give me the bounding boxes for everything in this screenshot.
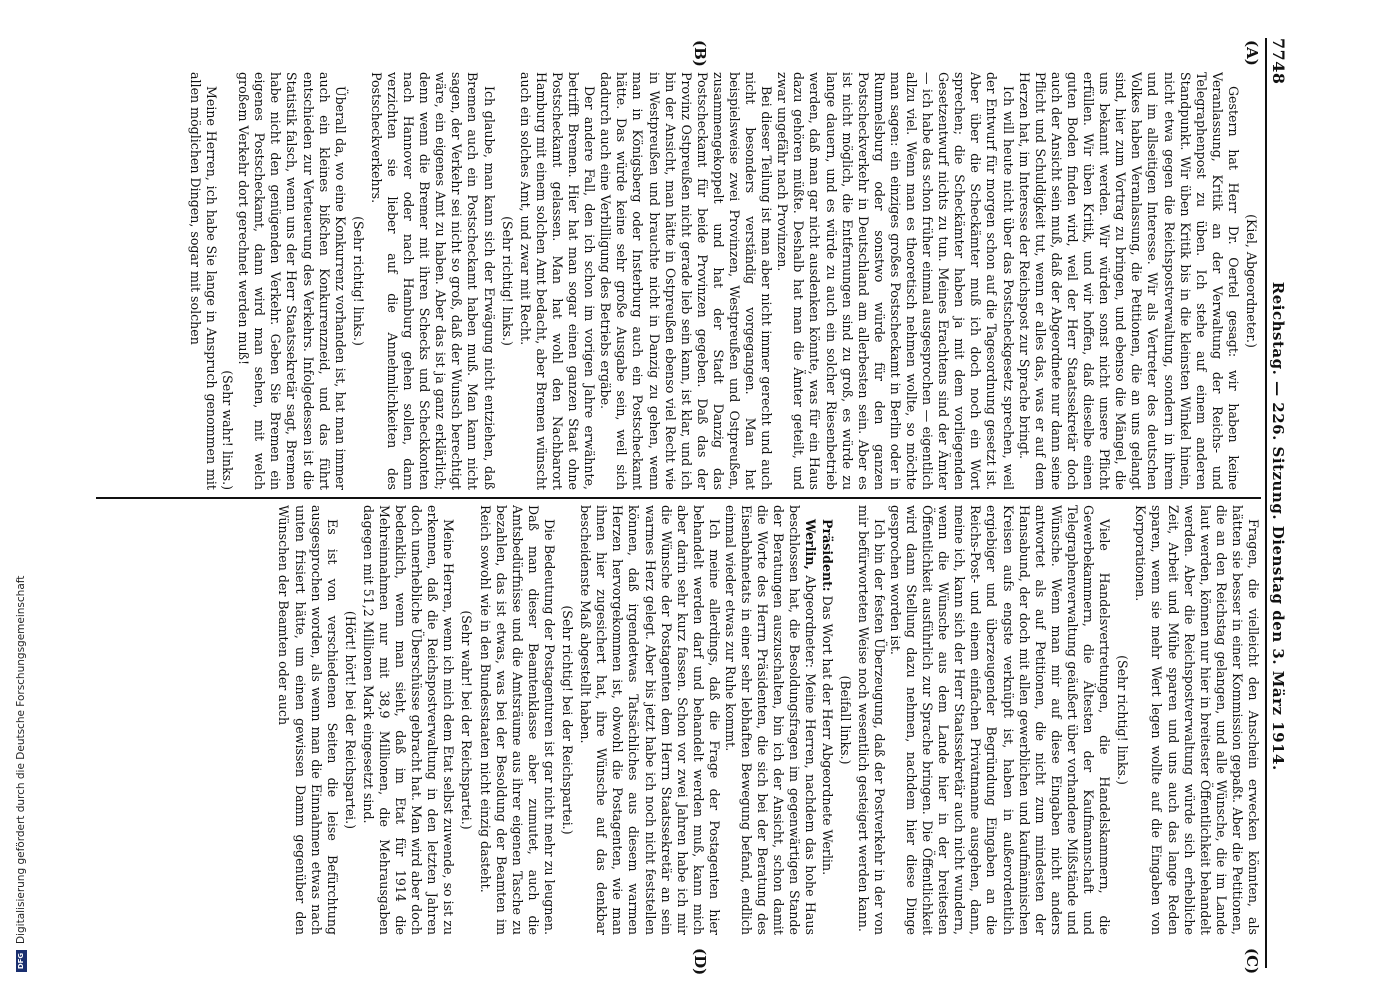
page-title: Reichstag. — 226. Sitzung. Dienstag den 3. März 1914.	[1269, 281, 1287, 771]
speaker-label: Werlin,	[803, 519, 819, 570]
body-paragraph: Bei dieser Teilung ist man aber nicht immer gerecht und auch nicht besonders verständig vorgegangen. Man hat beispielsweise zwei Provinzen, Westpreußen und Ostpreußen, zusammengekoppelt und hat der Stadt Danzig das Postscheckamt für beide Provinzen gegeben. Daß das der Provinz Ostpreußen nicht gerade lieb sein kann, ist klar, und ich bin der Ansicht, man hätte in Ostpreußen ebenso viel Recht wie in Westpreußen und brauchte nicht in Danzig zu gehen, wenn man in Königsberg oder Insterburg auch ein Postscheckamt hätte. Das würde keine sehr große Ausgabe sein, weil sich dadurch auch eine Verbilligung des Betriebs ergäbe.	[598, 72, 775, 490]
body-paragraph: Meine Herren, wenn ich mich dem Etat selbst zuwende, so ist zu erkennen, daß die Reichspostverwaltung in den letzten Jahren doch unerhebliche Überschüsse gebracht hat. Man wird aber doch bedenklich, wenn man sieht, daß im Etat für 1914 die Mehreinnahmen nur mit 38,9 Millionen, die Mehrausgaben dagegen mit 51,2 Millionen Mark eingesetzt sind.	[360, 505, 457, 935]
margin-marker-d: (D)	[691, 948, 709, 976]
margin-marker-c: (C)	[1243, 948, 1261, 975]
interjection: (Sehr wahr! links.)	[220, 370, 236, 490]
body-paragraph: Ich glaube, man kann sich der Erwägung nicht entziehen, daß Bremen auch ein Postscheckamt haben muß. Man kann nicht sagen, der Verkehr sei nicht so groß, daß der Wunsch berechtigt wäre, ein eigenes Amt zu haben. Aber das ist ja ganz erklärlich; denn wenn die Bremer mit ihren Schecks und Scheckkonten nach Hannover oder nach Hamburg gehen sollen, dann verzichten sie lieber auf die Annehmlichkeiten des Postscheckverkehrs.	[368, 72, 497, 490]
page-number: 7748	[1269, 38, 1288, 85]
body-paragraph: Meine Herren, ich habe Sie lange in Anspruch genommen mit allen möglichen Dingen, sogar mit solchen	[187, 72, 219, 490]
speaker-text: Das Wort hat der Herr Abgeordnete Werlin.	[819, 595, 835, 876]
interjection: (Sehr richtig! links.)	[499, 216, 515, 346]
speaker-text: Abgeordneter: Meine Herren, nachdem das hohe Haus beschlossen hat, die Besoldungsfragen im gegenwärtigen Stande der Beratungen auszuschalten, bin ich der Ansicht, schon damit die Worte des Herrn Präsidenten, die sich bei der Beratung des Eisenbahnetats in einer sehr lebhaften Bewegung befand, endlich einmal wieder etwas zur Ruhe kommt.	[723, 505, 819, 935]
margin-marker-b: (B)	[691, 40, 709, 67]
interjection: (Beifall links.)	[837, 675, 853, 765]
page-header	[1265, 38, 1295, 968]
margin-marker-a: (A)	[1243, 40, 1261, 66]
body-paragraph: Viele Handelsvertretungen, die Handelskammern, die Gewerbekammern, die Ältesten der Kaufmannschaft und Telegraphenverwaltung geäußert über vorhandene Mißstände und Wünsche. Wenn man mir auf diese Eingaben nicht anders antwortet als auf Petitionen, die nicht zum mindesten der Hansabund, der doch mit allen gewerblichen und kaufmännischen Kreisen aufs engste verknüpft ist, haben in außerordentlich ergiebiger und überzeugender Begründung Eingaben an die Reichs-Post- und einem einfachen Privatmanne ausgehen, dann, meine ich, kann sich der Herr Staatssekretär auch nicht wundern, wenn die Wünsche aus dem Lande hier in der breitesten Öffentlichkeit ausführlich zur Sprache bringen. Die Öffentlichkeit wird dann Stellung dazu nehmen, nachdem hier diese Dinge gesprochen worden ist.	[887, 505, 1113, 935]
credit-text: Digitalisierung gefördert durch die Deutsche Forschungsgemeinschaft	[15, 575, 27, 944]
body-paragraph: Die Bedeutung der Postagenturen ist gar nicht mehr zu leugnen. Daß man dieser Beamtenklasse aber zumutet, auch die Amtsbedürfnisse und die Amtsräume aus ihrer eigenen Tasche zu bezahlen, das ist etwas, was bei der Besoldung der Beamten im Reich sowohl wie in den Bundesstaaten nicht einzig dasteht.	[477, 505, 557, 935]
interjection: (Sehr richtig! links.)	[350, 216, 366, 346]
speaker-paragraph	[722, 505, 819, 935]
interjection: (Kiel, Abgeordneter.)	[1244, 214, 1259, 348]
digitization-credit	[6, 0, 36, 1000]
speaker-label: Präsident:	[819, 519, 835, 592]
interjection: (Sehr richtig! bei der Reichspartei.)	[560, 605, 576, 835]
rotated-page	[62, 0, 1317, 1000]
body-paragraph: Fragen, die vielleicht den Anschein erwecken könnten, als hätten sie besser in einer Kommission gepaßt. Aber die Petitionen, die an den Reichstag gelangen, und alle Wünsche, die im Lande laut werden, können nur hier in breitester Öffentlichkeit behandelt werden. Aber die Reichspostverwaltung würde sich erhebliche Zeit, Arbeit und Mühe sparen und uns auch das lange Reden sparen, wenn sie mehr Wert legen wollte auf die Eingaben von Korporationen.	[1133, 505, 1261, 935]
interjection: (Sehr wahr! bei der Reichspartei.)	[459, 610, 475, 830]
interjection: (Sehr richtig! links.)	[1115, 655, 1131, 785]
body-paragraph: Es ist von verschiedenen Seiten die leise Befürchtung ausgesprochen worden, als wenn man die Einnahmen etwas nach unten frisiert hätte, um einen gewissen Damm gegenüber den Wünschen der Beamten oder auch	[276, 505, 340, 935]
body-paragraph: Ich meine allerdings, daß die Frage der Postagenten hier behandelt werden darf und behandelt werden muß, kann mich aber darin sehr kurz fassen. Schon vor zwei Jahren habe ich mir die Wünsche der Postagenten dem Herrn Staatssekretär an sein warmes Herz gelegt. Aber bis jetzt habe ich noch nicht feststellen können, daß irgendetwas Tatsächliches aus diesem warmen Herzen hervorgekommen ist, obwohl die Postagenten, wie man ihnen hier zugesichert hat, ihre Wünsche auf das denkbar bescheidenste Maß abgestellt haben.	[578, 505, 722, 935]
left-text-column	[96, 72, 1261, 490]
body-paragraph: Gestern hat Herr Dr. Oertel gesagt: wir haben keine Veranlassung, Kritik an der Verwaltung der Reichs- und Telegraphenpost zu üben. Ich stehe auf einem anderen Standpunkt. Wir üben Kritik bis in die kleinsten Winkel hinein, nicht etwa gegen die Reichspostverwaltung, sondern in ihrem und im allseitigen Interesse. Wir als Vertreter des deutschen Volkes haben Veranlassung, die Petitionen, die an uns gelangt sind, hier zum Vortrag zu bringen, und ebenso die Mängel, die uns bekannt werden. Wir würden sonst nicht unsere Pflicht erfüllen. Wir üben Kritik, und wir hoffen, daß dieselbe einen guten Boden finden wird, weil der Herr Staatssekretär doch auch der Ansicht sein muß, daß der Abgeordnete nur dann seine Pflicht und Schuldigkeit tut, wenn er alles das, was er auf dem Herzen hat, im Interesse der Reichspost zur Sprache bringt.	[1016, 72, 1241, 490]
body-paragraph: Ich will heute nicht über das Postscheckgesetz sprechen, weil der Entwurf für morgen schon auf die Tagesordnung gesetzt ist. Aber über die Scheckämter muß ich doch noch ein Wort sprechen; die Scheckämter haben ja mit dem vorliegenden Gesetzentwurf nichts zu tun. Meines Erachtens sind der Ämter — ich habe das schon früher einmal ausgesprochen — eigentlich allzu viel. Wenn man es theoretisch nehmen wollte, so möchte man sagen: ein einziges großes Postscheckamt in Berlin oder in Rummelsburg oder sonstwo würde für den ganzen Postscheckverkehr in Deutschland am allerbesten sein. Aber es ist nicht möglich, die Entfernungen sind zu groß, es würde zu lange dauern, und es würde zu auch ein solcher Riesenbetrieb werden, daß man gar nicht ausdenken könnte, was für ein Haus dazu gehören müßte. Deshalb hat man die Ämter geteilt, und zwar ungefähr nach Provinzen.	[775, 72, 1016, 490]
column-divider	[96, 497, 1261, 499]
right-text-column	[96, 505, 1261, 935]
dfg-logo: DFG	[16, 950, 27, 972]
body-paragraph: Überall da, wo eine Konkurrenz vorhanden ist, hat man immer auch ein kleines bißchen Konkurrenzneid, und das führt entschieden zur Verteuerung des Verkehrs. Infolgedessen ist die Statistik falsch, wenn uns der Herr Staatssekretär sagt, Bremen habe nicht den genügenden Verkehr. Geben Sie Bremen ein eigenes Postscheckamt, dann wird man sehen, mit welch großem Verkehr dort gerechnet werden muß!	[236, 72, 348, 490]
body-paragraph: Ich bin der festen Überzeugung, daß der Postverkehr in der von mir befürworteten Weise noch wesentlich gesteigert werden kann.	[855, 505, 887, 935]
speaker-paragraph	[818, 505, 834, 935]
interjection: (Hört! hört! bei der Reichspartei.)	[342, 610, 358, 830]
body-paragraph: Der andere Fall, den ich schon im vorigen Jahre erwähnte, betrifft Bremen. Hier hat man sogar einen ganzen Staat ohne Postscheckamt gelassen. Man hat wohl den Nachbarort Hamburg mit einem solchen Amt bedacht, aber Bremen wünscht auch ein solches Amt, und zwar mit Recht.	[517, 72, 598, 490]
